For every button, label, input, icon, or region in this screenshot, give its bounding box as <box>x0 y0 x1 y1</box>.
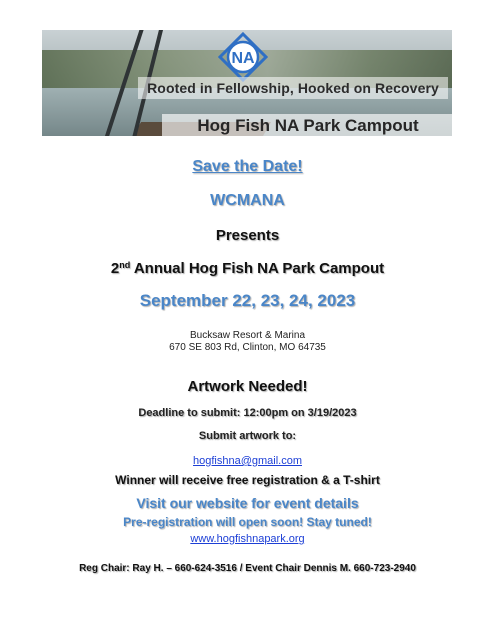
deadline-text: Deadline to submit: 12:00pm on 3/19/2023 <box>138 407 357 419</box>
visit-website-text: Visit our website for event details <box>136 495 359 511</box>
banner-title: Hog Fish NA Park Campout <box>162 114 452 136</box>
save-the-date-heading: Save the Date! <box>192 158 303 175</box>
email-link[interactable]: hogfishna@gmail.com <box>193 455 302 467</box>
event-dates: September 22, 23, 24, 2023 <box>139 291 356 310</box>
header-banner <box>42 30 452 136</box>
presents-text: Presents <box>215 227 280 244</box>
venue-address: 670 SE 803 Rd, Clinton, MO 64735 <box>169 342 326 353</box>
submit-artwork-label: Submit artwork to: <box>198 430 297 442</box>
email-row <box>0 451 495 469</box>
logo-letters: NA <box>231 50 255 67</box>
artwork-heading: Artwork Needed! <box>187 378 308 395</box>
event-title <box>0 260 495 277</box>
annual-rest: Annual Hog Fish NA Park Campout <box>130 260 385 277</box>
na-logo-icon <box>218 32 268 82</box>
banner-tagline: Rooted in Fellowship, Hooked on Recovery <box>138 77 448 99</box>
annual-suffix: nd <box>119 260 131 270</box>
chair-contacts: Reg Chair: Ray H. – 660-624-3516 / Event Chair Dennis M. 660-723-2940 <box>79 563 416 574</box>
organization-name: WCMANA <box>210 192 285 209</box>
venue-name: Bucksaw Resort & Marina <box>189 330 306 341</box>
annual-number: 2 <box>110 260 120 277</box>
preregistration-text: Pre-registration will open soon! Stay tuned! <box>123 515 372 529</box>
website-row <box>0 529 495 547</box>
winner-text: Winner will receive free registration & a T-shirt <box>115 473 380 487</box>
website-link[interactable]: www.hogfishnapark.org <box>190 533 305 545</box>
